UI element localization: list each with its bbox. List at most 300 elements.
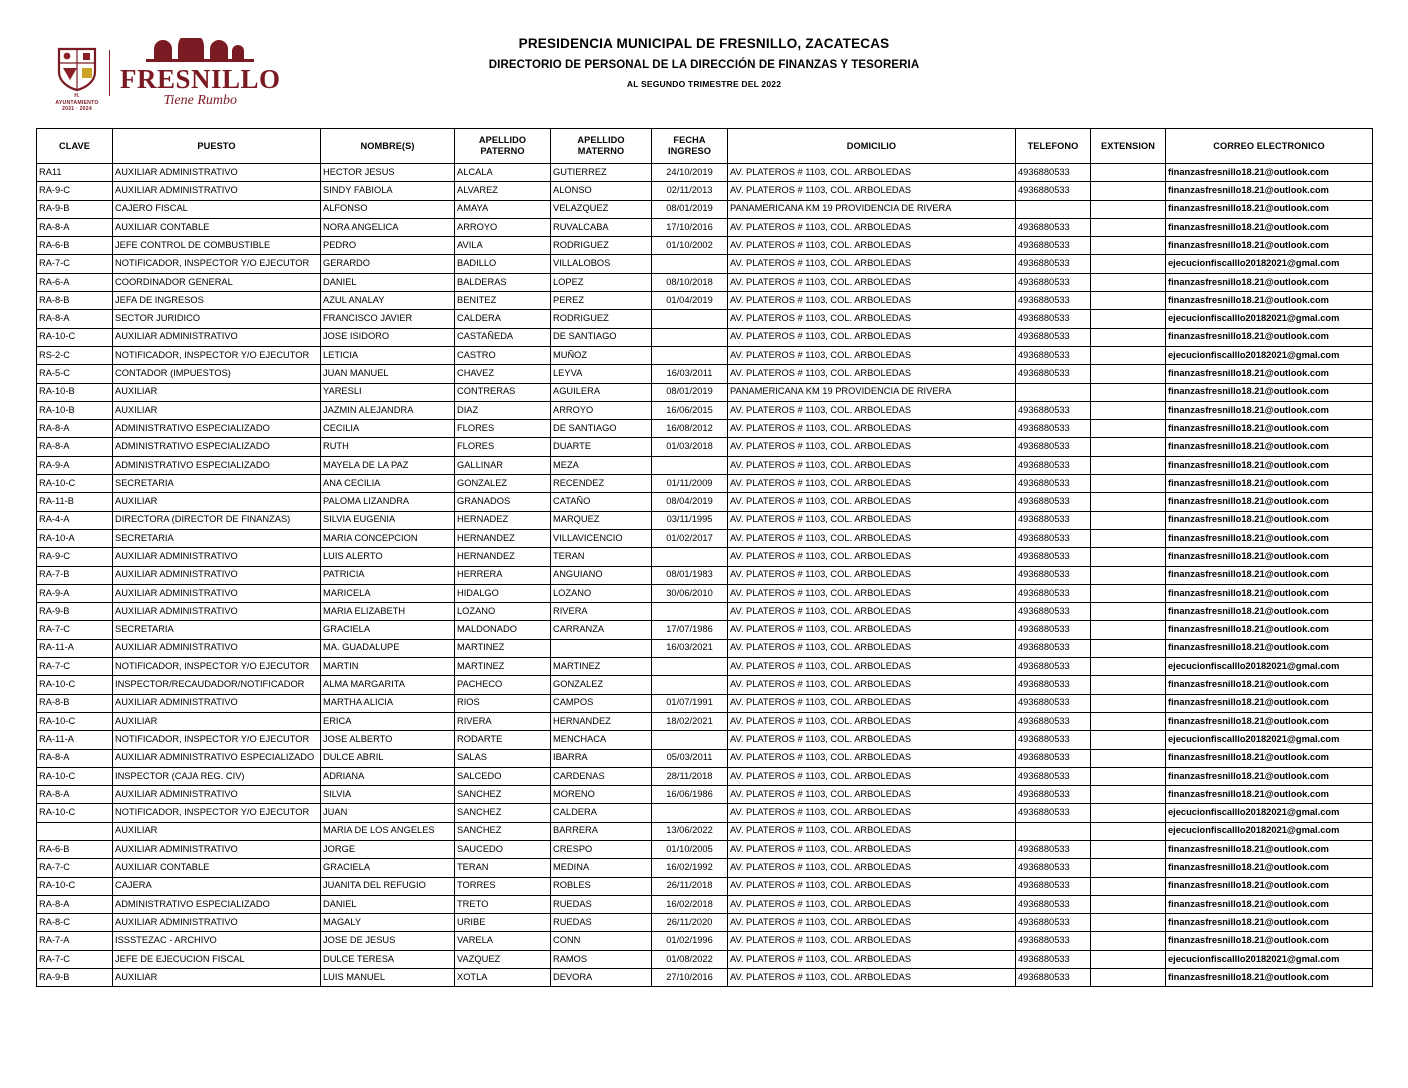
cell-nombres: GRACIELA [321, 859, 455, 877]
cell-extension [1091, 438, 1166, 456]
cell-telefono: 4936880533 [1016, 346, 1091, 364]
table-row [37, 475, 1373, 493]
cell-apellido-materno: CAMPOS [551, 694, 652, 712]
cell-domicilio: AV. PLATEROS # 1103, COL. ARBOLEDAS [728, 676, 1016, 694]
cell-puesto: AUXILIAR [113, 969, 321, 987]
cell-apellido-materno: RUEDAS [551, 895, 652, 913]
cell-nombres: SILVIA EUGENIA [321, 511, 455, 529]
cell-apellido-paterno: MARTINEZ [455, 639, 551, 657]
cell-apellido-paterno: HERNANDEZ [455, 529, 551, 547]
cell-telefono: 4936880533 [1016, 255, 1091, 273]
cell-fecha-ingreso: 17/07/1986 [652, 621, 728, 639]
cell-fecha-ingreso [652, 658, 728, 676]
cell-apellido-materno: LOPEZ [551, 273, 652, 291]
table-row [37, 383, 1373, 401]
cell-fecha-ingreso: 01/08/2022 [652, 950, 728, 968]
cell-domicilio: AV. PLATEROS # 1103, COL. ARBOLEDAS [728, 639, 1016, 657]
cell-clave: RA-4-A [37, 511, 113, 529]
cell-puesto: AUXILIAR ADMINISTRATIVO [113, 639, 321, 657]
cell-domicilio: PANAMERICANA KM 19 PROVIDENCIA DE RIVERA [728, 200, 1016, 218]
cell-clave: RA-10-C [37, 877, 113, 895]
cell-fecha-ingreso [652, 255, 728, 273]
cell-correo: finanzasfresnillo18.21@outlook.com [1166, 859, 1373, 877]
table-row [37, 786, 1373, 804]
cell-telefono: 4936880533 [1016, 182, 1091, 200]
cell-clave: RA-7-B [37, 566, 113, 584]
cell-domicilio: AV. PLATEROS # 1103, COL. ARBOLEDAS [728, 292, 1016, 310]
cell-fecha-ingreso: 01/11/2009 [652, 475, 728, 493]
cell-apellido-paterno: GONZALEZ [455, 475, 551, 493]
table-row [37, 822, 1373, 840]
cell-correo: ejecucionfiscalllo20182021@gmal.com [1166, 310, 1373, 328]
cell-apellido-paterno: HIDALGO [455, 584, 551, 602]
cell-domicilio: AV. PLATEROS # 1103, COL. ARBOLEDAS [728, 548, 1016, 566]
cell-puesto: AUXILIAR ADMINISTRATIVO [113, 914, 321, 932]
cell-apellido-paterno: SALCEDO [455, 767, 551, 785]
cell-fecha-ingreso: 08/04/2019 [652, 493, 728, 511]
table-row [37, 493, 1373, 511]
cell-telefono: 4936880533 [1016, 218, 1091, 236]
cell-puesto: NOTIFICADOR, INSPECTOR Y/O EJECUTOR [113, 346, 321, 364]
cell-puesto: NOTIFICADOR, INSPECTOR Y/O EJECUTOR [113, 731, 321, 749]
cell-puesto: ISSSTEZAC - ARCHIVO [113, 932, 321, 950]
cell-nombres: NORA ANGELICA [321, 218, 455, 236]
cell-apellido-materno: MEDINA [551, 859, 652, 877]
cell-puesto: AUXILIAR [113, 401, 321, 419]
coat-of-arms-caption: H. AYUNTAMIENTO 2021 · 2024 [55, 93, 99, 112]
cell-extension [1091, 401, 1166, 419]
cell-domicilio: AV. PLATEROS # 1103, COL. ARBOLEDAS [728, 840, 1016, 858]
cell-clave: RA-7-C [37, 950, 113, 968]
cell-apellido-paterno: SANCHEZ [455, 786, 551, 804]
cell-domicilio: AV. PLATEROS # 1103, COL. ARBOLEDAS [728, 218, 1016, 236]
cell-nombres: MARICELA [321, 584, 455, 602]
cell-apellido-materno: MENCHACA [551, 731, 652, 749]
cell-telefono: 4936880533 [1016, 548, 1091, 566]
cell-clave: RA-11-B [37, 493, 113, 511]
table-row [37, 658, 1373, 676]
cell-nombres: SILVIA [321, 786, 455, 804]
cell-fecha-ingreso: 01/04/2019 [652, 292, 728, 310]
cell-clave: RA-10-B [37, 383, 113, 401]
cell-nombres: DULCE ABRIL [321, 749, 455, 767]
cell-domicilio: AV. PLATEROS # 1103, COL. ARBOLEDAS [728, 804, 1016, 822]
cell-clave: RA-11-A [37, 639, 113, 657]
cell-telefono: 4936880533 [1016, 969, 1091, 987]
cell-apellido-materno: TERAN [551, 548, 652, 566]
cell-apellido-materno: VELAZQUEZ [551, 200, 652, 218]
cell-apellido-materno: DUARTE [551, 438, 652, 456]
cell-telefono: 4936880533 [1016, 621, 1091, 639]
cell-extension [1091, 712, 1166, 730]
cell-puesto: ADMINISTRATIVO ESPECIALIZADO [113, 438, 321, 456]
cell-fecha-ingreso: 16/08/2012 [652, 420, 728, 438]
cell-puesto: COORDINADOR GENERAL [113, 273, 321, 291]
cell-telefono: 4936880533 [1016, 658, 1091, 676]
table-row [37, 950, 1373, 968]
cell-correo: finanzasfresnillo18.21@outlook.com [1166, 456, 1373, 474]
cell-extension [1091, 164, 1166, 182]
table-row [37, 401, 1373, 419]
cell-correo: finanzasfresnillo18.21@outlook.com [1166, 292, 1373, 310]
cell-extension [1091, 566, 1166, 584]
cell-domicilio: AV. PLATEROS # 1103, COL. ARBOLEDAS [728, 621, 1016, 639]
table-row [37, 164, 1373, 182]
cell-domicilio: AV. PLATEROS # 1103, COL. ARBOLEDAS [728, 273, 1016, 291]
table-row [37, 621, 1373, 639]
cell-telefono: 4936880533 [1016, 639, 1091, 657]
cell-clave: RA-9-B [37, 603, 113, 621]
cell-telefono: 4936880533 [1016, 529, 1091, 547]
cell-correo: finanzasfresnillo18.21@outlook.com [1166, 566, 1373, 584]
cell-nombres: JAZMIN ALEJANDRA [321, 401, 455, 419]
cell-correo: finanzasfresnillo18.21@outlook.com [1166, 840, 1373, 858]
cell-nombres: JOSE DE JESUS [321, 932, 455, 950]
cell-domicilio: AV. PLATEROS # 1103, COL. ARBOLEDAS [728, 731, 1016, 749]
cell-correo: finanzasfresnillo18.21@outlook.com [1166, 584, 1373, 602]
cell-clave: RA-5-C [37, 365, 113, 383]
cell-extension [1091, 529, 1166, 547]
cell-telefono: 4936880533 [1016, 365, 1091, 383]
cell-telefono: 4936880533 [1016, 694, 1091, 712]
cell-puesto: AUXILIAR ADMINISTRATIVO [113, 328, 321, 346]
cell-apellido-paterno: RIVERA [455, 712, 551, 730]
cell-clave: RA-8-A [37, 749, 113, 767]
cell-domicilio: AV. PLATEROS # 1103, COL. ARBOLEDAS [728, 529, 1016, 547]
cell-fecha-ingreso: 17/10/2016 [652, 218, 728, 236]
cell-fecha-ingreso [652, 731, 728, 749]
cell-clave: RA-10-C [37, 475, 113, 493]
cell-nombres: CECILIA [321, 420, 455, 438]
cell-nombres: JUANITA DEL REFUGIO [321, 877, 455, 895]
cell-apellido-paterno: FLORES [455, 438, 551, 456]
cell-nombres: LUIS ALERTO [321, 548, 455, 566]
cell-domicilio: AV. PLATEROS # 1103, COL. ARBOLEDAS [728, 255, 1016, 273]
cell-clave: RA-10-A [37, 529, 113, 547]
cell-telefono: 4936880533 [1016, 566, 1091, 584]
table-row [37, 328, 1373, 346]
cell-puesto: NOTIFICADOR, INSPECTOR Y/O EJECUTOR [113, 804, 321, 822]
cell-apellido-paterno: BADILLO [455, 255, 551, 273]
cell-puesto: NOTIFICADOR, INSPECTOR Y/O EJECUTOR [113, 255, 321, 273]
cell-apellido-materno: PEREZ [551, 292, 652, 310]
cell-fecha-ingreso: 13/06/2022 [652, 822, 728, 840]
cell-apellido-materno: RAMOS [551, 950, 652, 968]
cell-domicilio: AV. PLATEROS # 1103, COL. ARBOLEDAS [728, 822, 1016, 840]
cell-telefono: 4936880533 [1016, 493, 1091, 511]
table-row [37, 273, 1373, 291]
cell-telefono: 4936880533 [1016, 712, 1091, 730]
cell-extension [1091, 273, 1166, 291]
cell-nombres: ADRIANA [321, 767, 455, 785]
cell-extension [1091, 200, 1166, 218]
cell-fecha-ingreso [652, 548, 728, 566]
cell-nombres: DULCE TERESA [321, 950, 455, 968]
cell-puesto: ADMINISTRATIVO ESPECIALIZADO [113, 895, 321, 913]
cell-clave: RA-10-C [37, 804, 113, 822]
cell-telefono [1016, 383, 1091, 401]
cell-apellido-paterno: HERNANDEZ [455, 548, 551, 566]
cell-clave [37, 822, 113, 840]
cell-telefono: 4936880533 [1016, 310, 1091, 328]
cell-apellido-paterno: TRETO [455, 895, 551, 913]
cell-fecha-ingreso [652, 603, 728, 621]
cell-nombres: ALMA MARGARITA [321, 676, 455, 694]
cell-apellido-materno: CARRANZA [551, 621, 652, 639]
column-header-apellido-materno: APELLIDO MATERNO [551, 129, 652, 164]
cell-clave: RA-7-C [37, 859, 113, 877]
cell-extension [1091, 895, 1166, 913]
cell-fecha-ingreso: 08/01/2019 [652, 200, 728, 218]
cell-clave: RA-8-B [37, 292, 113, 310]
cell-apellido-paterno: TORRES [455, 877, 551, 895]
cell-apellido-paterno: SANCHEZ [455, 822, 551, 840]
cell-nombres: MARIA CONCEPCION [321, 529, 455, 547]
cell-apellido-materno: RUVALCABA [551, 218, 652, 236]
cell-fecha-ingreso: 26/11/2018 [652, 877, 728, 895]
cell-puesto: SECTOR JURIDICO [113, 310, 321, 328]
cell-telefono: 4936880533 [1016, 164, 1091, 182]
cell-telefono: 4936880533 [1016, 420, 1091, 438]
cell-fecha-ingreso: 28/11/2018 [652, 767, 728, 785]
cell-correo: finanzasfresnillo18.21@outlook.com [1166, 712, 1373, 730]
cell-puesto: AUXILIAR [113, 712, 321, 730]
cell-correo: ejecucionfiscalllo20182021@gmal.com [1166, 804, 1373, 822]
cell-correo: finanzasfresnillo18.21@outlook.com [1166, 895, 1373, 913]
cell-puesto: SECRETARIA [113, 529, 321, 547]
cell-extension [1091, 255, 1166, 273]
cell-nombres: JORGE [321, 840, 455, 858]
cell-correo: finanzasfresnillo18.21@outlook.com [1166, 164, 1373, 182]
cell-telefono: 4936880533 [1016, 401, 1091, 419]
cell-apellido-paterno: CONTRERAS [455, 383, 551, 401]
cell-puesto: ADMINISTRATIVO ESPECIALIZADO [113, 420, 321, 438]
cell-nombres: JUAN [321, 804, 455, 822]
cell-apellido-materno: RECENDEZ [551, 475, 652, 493]
logo-divider [109, 50, 110, 96]
cell-fecha-ingreso: 08/10/2018 [652, 273, 728, 291]
cell-clave: RA-9-B [37, 969, 113, 987]
table-row [37, 237, 1373, 255]
table-row [37, 529, 1373, 547]
table-row [37, 969, 1373, 987]
cell-extension [1091, 493, 1166, 511]
cell-correo: finanzasfresnillo18.21@outlook.com [1166, 328, 1373, 346]
cell-correo: ejecucionfiscalllo20182021@gmal.com [1166, 950, 1373, 968]
cell-domicilio: AV. PLATEROS # 1103, COL. ARBOLEDAS [728, 914, 1016, 932]
cell-fecha-ingreso: 26/11/2020 [652, 914, 728, 932]
cell-apellido-paterno: SAUCEDO [455, 840, 551, 858]
cell-domicilio: AV. PLATEROS # 1103, COL. ARBOLEDAS [728, 493, 1016, 511]
cell-domicilio: AV. PLATEROS # 1103, COL. ARBOLEDAS [728, 712, 1016, 730]
cell-domicilio: AV. PLATEROS # 1103, COL. ARBOLEDAS [728, 401, 1016, 419]
cell-domicilio: AV. PLATEROS # 1103, COL. ARBOLEDAS [728, 475, 1016, 493]
cell-puesto: JEFA DE INGRESOS [113, 292, 321, 310]
table-row [37, 731, 1373, 749]
cell-domicilio: AV. PLATEROS # 1103, COL. ARBOLEDAS [728, 566, 1016, 584]
cell-extension [1091, 218, 1166, 236]
cell-extension [1091, 840, 1166, 858]
cell-extension [1091, 310, 1166, 328]
cell-extension [1091, 914, 1166, 932]
cell-clave: RA-8-A [37, 218, 113, 236]
cell-clave: RA-9-A [37, 456, 113, 474]
cell-apellido-paterno: PACHECO [455, 676, 551, 694]
cell-clave: RA-10-B [37, 401, 113, 419]
cell-puesto: AUXILIAR [113, 493, 321, 511]
cell-nombres: HECTOR JESUS [321, 164, 455, 182]
cell-fecha-ingreso [652, 456, 728, 474]
cell-telefono: 4936880533 [1016, 584, 1091, 602]
cell-extension [1091, 511, 1166, 529]
cell-fecha-ingreso: 16/06/1986 [652, 786, 728, 804]
cell-telefono: 4936880533 [1016, 895, 1091, 913]
cell-extension [1091, 456, 1166, 474]
cell-clave: RA11 [37, 164, 113, 182]
cell-extension [1091, 420, 1166, 438]
cell-fecha-ingreso: 01/03/2018 [652, 438, 728, 456]
cell-apellido-paterno: XOTLA [455, 969, 551, 987]
cell-nombres: JUAN MANUEL [321, 365, 455, 383]
cell-extension [1091, 804, 1166, 822]
cell-apellido-materno: CALDERA [551, 804, 652, 822]
table-row [37, 914, 1373, 932]
title-period: AL SEGUNDO TRIMESTRE DEL 2022 [626, 79, 782, 89]
table-row [37, 932, 1373, 950]
cell-apellido-materno: MORENO [551, 786, 652, 804]
cell-apellido-materno: RODRIGUEZ [551, 237, 652, 255]
cell-fecha-ingreso: 27/10/2016 [652, 969, 728, 987]
title-secondary: DIRECTORIO DE PERSONAL DE LA DIRECCIÓN DE FINANZAS Y TESORERIA [488, 59, 920, 71]
cell-telefono: 4936880533 [1016, 438, 1091, 456]
cell-apellido-materno: ROBLES [551, 877, 652, 895]
table-row [37, 749, 1373, 767]
cell-correo: finanzasfresnillo18.21@outlook.com [1166, 401, 1373, 419]
cell-domicilio: AV. PLATEROS # 1103, COL. ARBOLEDAS [728, 603, 1016, 621]
cell-correo: finanzasfresnillo18.21@outlook.com [1166, 383, 1373, 401]
directory-table-wrapper [36, 128, 1372, 987]
table-row [37, 420, 1373, 438]
cell-extension [1091, 328, 1166, 346]
cell-apellido-paterno: HERNADEZ [455, 511, 551, 529]
cell-clave: RA-8-C [37, 914, 113, 932]
cell-domicilio: AV. PLATEROS # 1103, COL. ARBOLEDAS [728, 749, 1016, 767]
cell-fecha-ingreso: 18/02/2021 [652, 712, 728, 730]
cell-fecha-ingreso: 16/03/2011 [652, 365, 728, 383]
cell-extension [1091, 621, 1166, 639]
cell-apellido-materno: DEVORA [551, 969, 652, 987]
cell-clave: RA-7-C [37, 658, 113, 676]
brand-tagline: Tiene Rumbo [163, 93, 238, 108]
cell-clave: RA-8-A [37, 420, 113, 438]
cell-nombres: MARIA ELIZABETH [321, 603, 455, 621]
table-row [37, 694, 1373, 712]
cell-apellido-paterno: RODARTE [455, 731, 551, 749]
cell-domicilio: AV. PLATEROS # 1103, COL. ARBOLEDAS [728, 420, 1016, 438]
cell-apellido-paterno: BENITEZ [455, 292, 551, 310]
cell-apellido-materno: DE SANTIAGO [551, 420, 652, 438]
cell-extension [1091, 950, 1166, 968]
cell-fecha-ingreso: 05/03/2011 [652, 749, 728, 767]
cell-apellido-materno: HERNANDEZ [551, 712, 652, 730]
cell-puesto: AUXILIAR ADMINISTRATIVO ESPECIALIZADO [113, 749, 321, 767]
cell-fecha-ingreso: 08/01/1983 [652, 566, 728, 584]
cell-correo: ejecucionfiscalllo20182021@gmal.com [1166, 658, 1373, 676]
cell-apellido-paterno: SALAS [455, 749, 551, 767]
cell-correo: finanzasfresnillo18.21@outlook.com [1166, 200, 1373, 218]
cell-telefono: 4936880533 [1016, 475, 1091, 493]
table-row [37, 840, 1373, 858]
cell-clave: RA-7-C [37, 621, 113, 639]
cell-correo: finanzasfresnillo18.21@outlook.com [1166, 529, 1373, 547]
cell-nombres: ANA CECILIA [321, 475, 455, 493]
cell-puesto: SECRETARIA [113, 621, 321, 639]
cell-apellido-materno: ALONSO [551, 182, 652, 200]
cell-apellido-materno: MEZA [551, 456, 652, 474]
cell-clave: RS-2-C [37, 346, 113, 364]
cell-correo: finanzasfresnillo18.21@outlook.com [1166, 969, 1373, 987]
cell-telefono: 4936880533 [1016, 603, 1091, 621]
cell-fecha-ingreso: 16/02/1992 [652, 859, 728, 877]
cell-correo: finanzasfresnillo18.21@outlook.com [1166, 237, 1373, 255]
cell-puesto: ADMINISTRATIVO ESPECIALIZADO [113, 456, 321, 474]
cell-apellido-materno: BARRERA [551, 822, 652, 840]
table-row [37, 200, 1373, 218]
table-row [37, 603, 1373, 621]
cell-fecha-ingreso [652, 328, 728, 346]
cell-extension [1091, 694, 1166, 712]
cell-clave: RA-10-C [37, 676, 113, 694]
cell-nombres: PALOMA LIZANDRA [321, 493, 455, 511]
cell-puesto: AUXILIAR ADMINISTRATIVO [113, 182, 321, 200]
cell-nombres: GERARDO [321, 255, 455, 273]
column-header-apellido-paterno: APELLIDO PATERNO [455, 129, 551, 164]
cell-apellido-materno: LOZANO [551, 584, 652, 602]
cell-extension [1091, 822, 1166, 840]
cell-apellido-paterno: AMAYA [455, 200, 551, 218]
cell-fecha-ingreso: 30/06/2010 [652, 584, 728, 602]
cell-clave: RA-6-B [37, 237, 113, 255]
cell-extension [1091, 365, 1166, 383]
cell-puesto: AUXILIAR ADMINISTRATIVO [113, 603, 321, 621]
cell-apellido-paterno: ALCALA [455, 164, 551, 182]
cell-telefono: 4936880533 [1016, 877, 1091, 895]
cell-domicilio: AV. PLATEROS # 1103, COL. ARBOLEDAS [728, 658, 1016, 676]
table-row [37, 511, 1373, 529]
cell-correo: finanzasfresnillo18.21@outlook.com [1166, 914, 1373, 932]
cell-apellido-paterno: CALDERA [455, 310, 551, 328]
cell-domicilio: AV. PLATEROS # 1103, COL. ARBOLEDAS [728, 694, 1016, 712]
column-header-nombres: NOMBRE(S) [321, 129, 455, 164]
cell-correo: ejecucionfiscalllo20182021@gmal.com [1166, 822, 1373, 840]
cell-apellido-materno: CATAÑO [551, 493, 652, 511]
cell-extension [1091, 584, 1166, 602]
column-header-fecha-ingreso: FECHA INGRESO [652, 129, 728, 164]
cell-apellido-paterno: MARTINEZ [455, 658, 551, 676]
cell-apellido-paterno: CASTAÑEDA [455, 328, 551, 346]
cell-telefono [1016, 200, 1091, 218]
cell-puesto: AUXILIAR CONTABLE [113, 859, 321, 877]
cell-clave: RA-9-B [37, 200, 113, 218]
cell-telefono: 4936880533 [1016, 456, 1091, 474]
column-header-clave: CLAVE [37, 129, 113, 164]
cell-correo: finanzasfresnillo18.21@outlook.com [1166, 932, 1373, 950]
cell-extension [1091, 237, 1166, 255]
table-row [37, 676, 1373, 694]
cell-nombres: FRANCISCO JAVIER [321, 310, 455, 328]
cell-correo: finanzasfresnillo18.21@outlook.com [1166, 694, 1373, 712]
column-header-telefono: TELEFONO [1016, 129, 1091, 164]
